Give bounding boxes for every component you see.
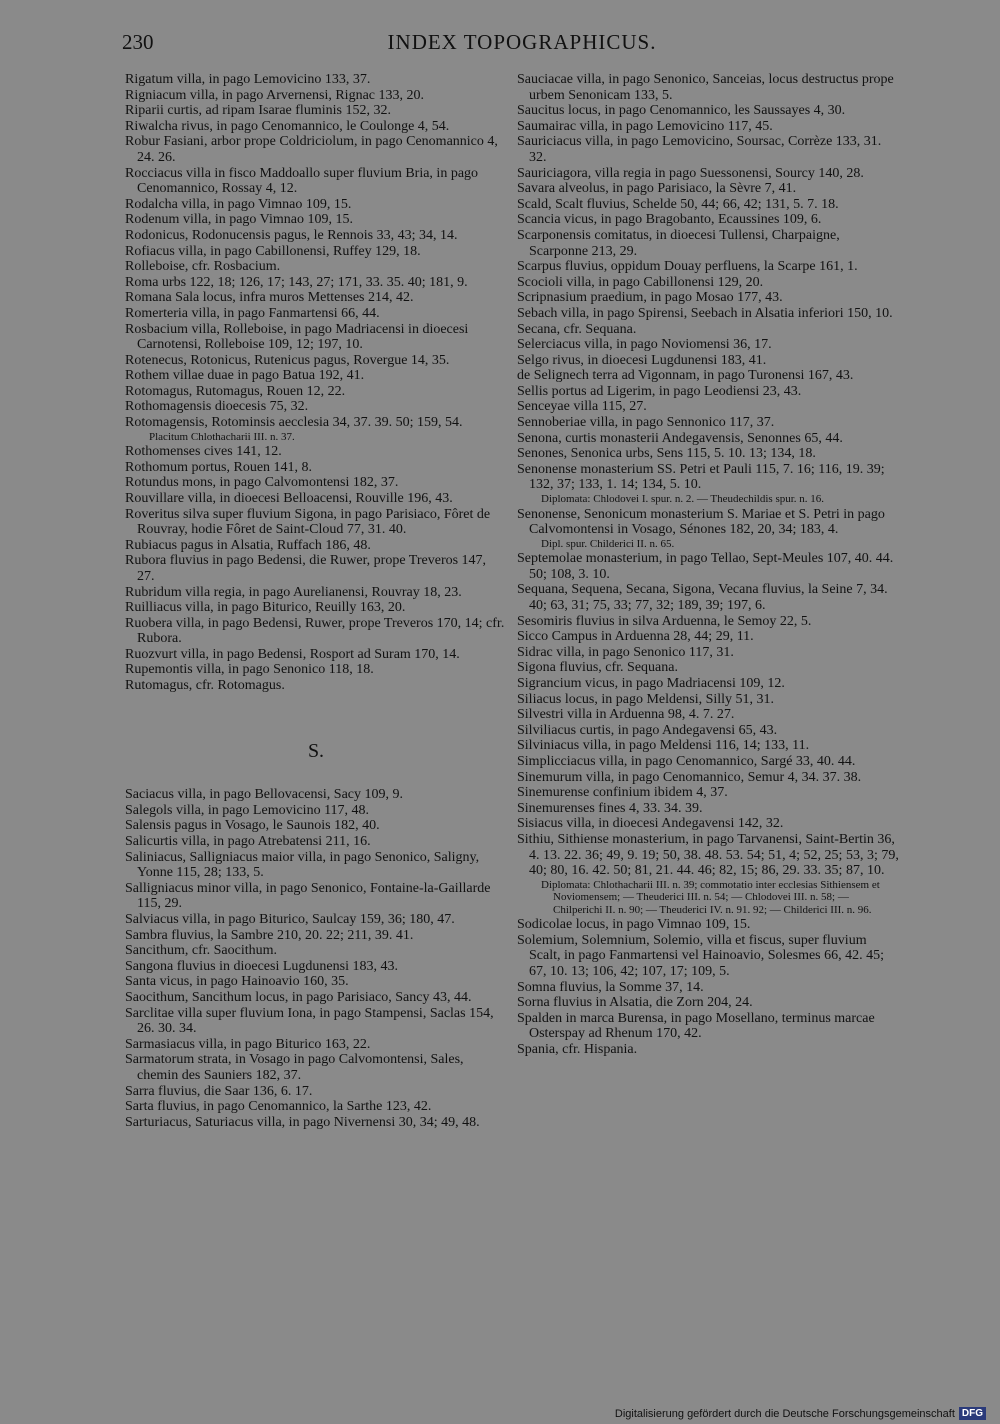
index-entry: Sidrac villa, in pago Senonico 117, 31.: [517, 644, 734, 660]
index-entry: Scripnasium praedium, in pago Mosao 177, 43.: [517, 290, 783, 306]
index-entry: Rotomagus, Rutomagus, Rouen 12, 22.: [125, 383, 346, 399]
index-entry: Rotomagensis, Rotominsis aecclesia 34, 37. 39. 50; 159, 54.: [125, 415, 463, 431]
index-entry: Salensis pagus in Vosago, le Saunois 182, 40.: [125, 818, 380, 834]
index-entry: Romerteria villa, in pago Fanmartensi 66, 44.: [125, 305, 380, 321]
index-entry: Ruilliacus villa, in pago Biturico, Reuilly 163, 20.: [125, 600, 406, 616]
index-entry: Rosbacium villa, Rolleboise, in pago Madriacensi in dioecesi Carnotensi, Rolleboise 109, 12; 197, 10.: [125, 321, 469, 353]
section-letter: S.: [307, 739, 325, 762]
index-entry: Sarta fluvius, in pago Cenomannico, la Sarthe 123, 42.: [125, 1099, 432, 1115]
index-entry: Selerciacus villa, in pago Noviomensi 36, 17.: [517, 337, 772, 353]
index-entry: Sarturiacus, Saturiacus villa, in pago Nivernensi 30, 34; 49, 48.: [125, 1114, 480, 1130]
index-entry: Santa vicus, in pago Hainoavio 160, 35.: [125, 974, 349, 990]
index-entry: Sauciacae villa, in pago Senonico, Sanceias, locus destructus prope urbem Senonicam 133, 5.: [517, 72, 894, 103]
index-entry: Sambra fluvius, la Sambre 210, 20. 22; 211, 39. 41.: [125, 927, 414, 943]
footer-credit: Digitalisierung gefördert durch die Deutsche Forschungsgemeinschaft: [614, 1407, 955, 1420]
index-entry: Savara alveolus, in pago Parisiaco, la Sèvre 7, 41.: [517, 181, 797, 197]
index-entry: Roma urbs 122, 18; 126, 17; 143, 27; 171, 33. 35. 40; 181, 9.: [125, 274, 468, 290]
index-note: Dipl. spur. Childerici II. n. 65.: [541, 537, 675, 550]
index-entry: Rigniacum villa, in pago Arvernensi, Rignac 133, 20.: [125, 87, 425, 103]
running-title: INDEX TOPOGRAPHICUS.: [387, 30, 657, 54]
index-entry: Sodicolae locus, in pago Vimnao 109, 15.: [517, 917, 751, 933]
index-entry: Rothem villae duae in pago Batua 192, 41.: [125, 368, 365, 384]
index-entry: Senonense, Senonicum monasterium S. Mariae et S. Petri in pago Calvomontensi in Vosago, Sénones 182, 20, 34; 183, 4.: [517, 506, 885, 538]
index-note: Diplomata: Chlodovei I. spur. n. 2. — Theudechildis spur. n. 16.: [541, 493, 825, 506]
index-entry: Senona, curtis monasterii Andegavensis, Senonnes 65, 44.: [517, 430, 843, 446]
index-entry: Rodenum villa, in pago Vimnao 109, 15.: [125, 212, 353, 228]
index-entry: Simplicciacus villa, in pago Cenomannico, Sargé 33, 40. 44.: [517, 753, 856, 769]
index-entry: Scald, Scalt fluvius, Schelde 50, 44; 66, 42; 131, 5. 7. 18.: [517, 196, 839, 212]
index-entry: Rocciacus villa in fisco Maddoallo super fluvium Bria, in pago Cenomannico, Rossay 4, 12.: [125, 165, 479, 197]
entries-r: [125, 72, 507, 694]
index-entry: Sauriciagora, villa regia in pago Suessonensi, Sourcy 140, 28.: [517, 165, 864, 181]
index-entry: Scarponensis comitatus, in dioecesi Tullensi, Charpaigne, Scarponne 213, 29.: [517, 227, 840, 259]
index-entry: Rothomenses cives 141, 12.: [125, 444, 282, 460]
index-entry: Senones, Senonica urbs, Sens 115, 5. 10. 13; 134, 18.: [517, 446, 816, 462]
page-header: [122, 30, 882, 60]
index-entry: Sebach villa, in pago Spirensi, Seebach in Alsatia inferiori 150, 10.: [517, 305, 893, 321]
index-entry: Rotundus mons, in pago Calvomontensi 182, 37.: [125, 475, 399, 491]
index-entry: Sorna fluvius in Alsatia, die Zorn 204, 24.: [517, 995, 753, 1011]
index-entry: Spania, cfr. Hispania.: [517, 1041, 638, 1057]
index-entry: Ruozvurt villa, in pago Bedensi, Rosport ad Suram 170, 14.: [125, 646, 460, 662]
index-entry: Ruobera villa, in pago Bedensi, Ruwer, prope Treveros 170, 14; cfr. Rubora.: [125, 615, 505, 647]
index-entry: Sennoberiae villa, in pago Sennonico 117, 37.: [517, 415, 775, 431]
index-entry: Saliniacus, Salligniacus maior villa, in pago Senonico, Saligny, Yonne 115, 28; 133, 5.: [125, 849, 480, 881]
index-entry: Salicurtis villa, in pago Atrebatensi 211, 16.: [125, 834, 371, 850]
index-entry: Siliacus locus, in pago Meldensi, Silly 51, 31.: [517, 691, 775, 707]
index-entry: Scarpus fluvius, oppidum Douay perfluens, la Scarpe 161, 1.: [517, 259, 858, 275]
index-entry: Sigona fluvius, cfr. Sequana.: [517, 660, 678, 676]
index-entry: Robur Fasiani, arbor prope Coldriciolum, in pago Cenomannico 4, 24. 26.: [125, 134, 498, 165]
index-note: Placitum Chlothacharii III. n. 37.: [149, 430, 295, 443]
index-entry: Sinemurum villa, in pago Cenomannico, Semur 4, 34. 37. 38.: [517, 769, 862, 785]
index-entry: Sarmatorum strata, in Vosago in pago Calvomontensi, Sales, chemin des Sauniers 182, 37.: [125, 1052, 464, 1083]
index-entry: Sellis portus ad Ligerim, in pago Leodiensi 23, 43.: [517, 383, 802, 399]
index-entry: Secana, cfr. Sequana.: [517, 321, 637, 337]
index-entry: Sithiu, Sithiense monasterium, in pago Tarvanensi, Saint-Bertin 36, 4. 13. 22. 36; 49, 9. 19; 50, 38. 48. 53. 54; 51, 4; 52, 25; 53, 3; 79, 40; 80, 16. 42. 50; 81, 21. 44. 46; 82, 15; 86, 29. 33. 35; 87, 10.: [517, 831, 899, 879]
index-entry: Riwalcha rivus, in pago Cenomannico, le Coulonge 4, 54.: [125, 118, 450, 134]
index-entry: Septemolae monasterium, in pago Tellao, Sept-Meules 107, 40. 44. 50; 108, 3. 10.: [517, 551, 894, 582]
index-entry: Senonense monasterium SS. Petri et Pauli 115, 7. 16; 116, 19. 39; 132, 37; 133, 1. 14; 134, 5. 10.: [517, 461, 885, 493]
dfg-logo: DFG: [959, 1407, 986, 1420]
index-entry: Sisiacus villa, in dioecesi Andegavensi 142, 32.: [517, 816, 784, 832]
index-entry: Salligniacus minor villa, in pago Senonico, Fontaine-la-Gaillarde 115, 29.: [125, 880, 491, 912]
index-entry: Rofiacus villa, in pago Cabillonensi, Ruffey 129, 18.: [125, 243, 421, 259]
index-entry: Rigatum villa, in pago Lemovicino 133, 37.: [125, 72, 371, 87]
index-entry: Romana Sala locus, infra muros Mettenses 214, 42.: [125, 290, 414, 306]
index-entry: Sinemurenses fines 4, 33. 34. 39.: [517, 800, 703, 816]
index-entry: Sarmasiacus villa, in pago Biturico 163, 22.: [125, 1036, 371, 1052]
index-entry: Rothomum portus, Rouen 141, 8.: [125, 459, 313, 475]
index-entry: Silviniacus villa, in pago Meldensi 116, 14; 133, 11.: [517, 738, 810, 754]
index-entry: Rothomagensis dioecesis 75, 32.: [125, 399, 309, 415]
index-entry: Rupemontis villa, in pago Senonico 118, 18.: [125, 662, 374, 678]
index-entry: Saocithum, Sancithum locus, in pago Parisiaco, Sancy 43, 44.: [125, 989, 472, 1005]
index-entry: Sarra fluvius, die Saar 136, 6. 17.: [125, 1083, 313, 1099]
index-entry: Rodalcha villa, in pago Vimnao 109, 15.: [125, 196, 352, 212]
index-entry: Silvestri villa in Arduenna 98, 4. 7. 27.: [517, 707, 735, 723]
index-entry: Senceyae villa 115, 27.: [517, 399, 647, 415]
index-entry: Sesomiris fluvius in silva Arduenna, le Semoy 22, 5.: [517, 613, 812, 629]
index-entry: Sauriciacus villa, in pago Lemovicino, Soursac, Corrèze 133, 31. 32.: [517, 134, 882, 165]
entries-s-continued: [517, 72, 899, 1058]
index-entry: Sarclitae villa super fluvium Iona, in pago Stampensi, Saclas 154, 26. 30. 34.: [125, 1005, 494, 1037]
index-entry: Sangona fluvius in dioecesi Lugdunensi 183, 43.: [125, 958, 398, 974]
index-entry: Riparii curtis, ad ripam Isarae fluminis 152, 32.: [125, 103, 391, 119]
index-entry: Sigrancium vicus, in pago Madriacensi 109, 12.: [517, 675, 785, 691]
index-entry: Scocioli villa, in pago Cabillonensi 129, 20.: [517, 274, 764, 290]
index-entry: Somna fluvius, la Somme 37, 14.: [517, 979, 704, 995]
index-entry: Rubiacus pagus in Alsatia, Ruffach 186, 48.: [125, 537, 371, 553]
index-entry: Salviacus villa, in pago Biturico, Saulcay 159, 36; 180, 47.: [125, 912, 455, 927]
index-entry: Selgo rivus, in dioecesi Lugdunensi 183, 41.: [517, 352, 767, 368]
footer: [615, 1407, 986, 1420]
left-column: [125, 72, 507, 1130]
index-note: Diplomata: Chlothacharii III. n. 39; commotatio inter ecclesias Sithiensem et Noviomensem; — Theuderici III. n. 54; — Chlodovei III. n. 58; — Chilperichi II. n. 90; — Theuderici IV. n. 91. 92; — Childerici III. n. 96.: [541, 878, 880, 916]
index-entry: Scancia vicus, in pago Bragobanto, Ecaussines 109, 6.: [517, 212, 822, 228]
index-entry: Salegols villa, in pago Lemovicino 117, 48.: [125, 802, 370, 818]
index-entry: Silviliacus curtis, in pago Andegavensi 65, 43.: [517, 722, 778, 738]
index-entry: Sancithum, cfr. Saocithum.: [125, 943, 278, 959]
index-entry: Rouvillare villa, in dioecesi Belloacensi, Rouville 196, 43.: [125, 490, 453, 506]
index-entry: Rodonicus, Rodonucensis pagus, le Rennois 33, 43; 34, 14.: [125, 227, 458, 243]
index-entry: Spalden in marca Burensa, in pago Mosellano, terminus marcae Osterspay ad Rhenum 170, 42.: [517, 1010, 875, 1042]
index-entry: Sequana, Sequena, Secana, Sigona, Vecana fluvius, la Seine 7, 34. 40; 63, 31; 75, 33; 77, 32; 189, 39; 197, 6.: [517, 582, 888, 613]
index-entry: Rutomagus, cfr. Rotomagus.: [125, 678, 285, 694]
index-entry: Roveritus silva super fluvium Sigona, in pago Parisiaco, Fôret de Rouvray, hodie Fôret de Saint-Cloud 77, 31. 40.: [125, 506, 491, 538]
page-number: 230: [122, 30, 154, 54]
index-entry: Saumairac villa, in pago Lemovicino 117, 45.: [517, 118, 773, 134]
index-entry: Rotenecus, Rotonicus, Rutenicus pagus, Rovergue 14, 35.: [125, 352, 450, 368]
index-entry: Rubridum villa regia, in pago Aurelianensi, Rouvray 18, 23.: [125, 584, 462, 600]
index-entry: Sicco Campus in Arduenna 28, 44; 29, 11.: [517, 629, 754, 645]
index-entry: Solemium, Solemnium, Solemio, villa et fiscus, super fluvium Scalt, in pago Fanmartensi vel Hainoavio, Solesmes 66, 42. 45; 67, 10. 13; 106, 42; 107, 17; 109, 5.: [517, 932, 885, 979]
right-column: [517, 72, 899, 1058]
index-entry: Saciacus villa, in pago Bellovacensi, Sacy 109, 9.: [125, 787, 403, 803]
index-entry: Saucitus locus, in pago Cenomannico, les Saussayes 4, 30.: [517, 103, 846, 119]
index-entry: Sinemurense confinium ibidem 4, 37.: [517, 785, 728, 801]
index-entry: de Selignech terra ad Vigonnam, in pago Turonensi 167, 43.: [517, 368, 854, 384]
index-entry: Rolleboise, cfr. Rosbacium.: [125, 259, 281, 275]
entries-s: [125, 787, 507, 1130]
index-entry: Rubora fluvius in pago Bedensi, die Ruwer, prope Treveros 147, 27.: [125, 553, 487, 584]
